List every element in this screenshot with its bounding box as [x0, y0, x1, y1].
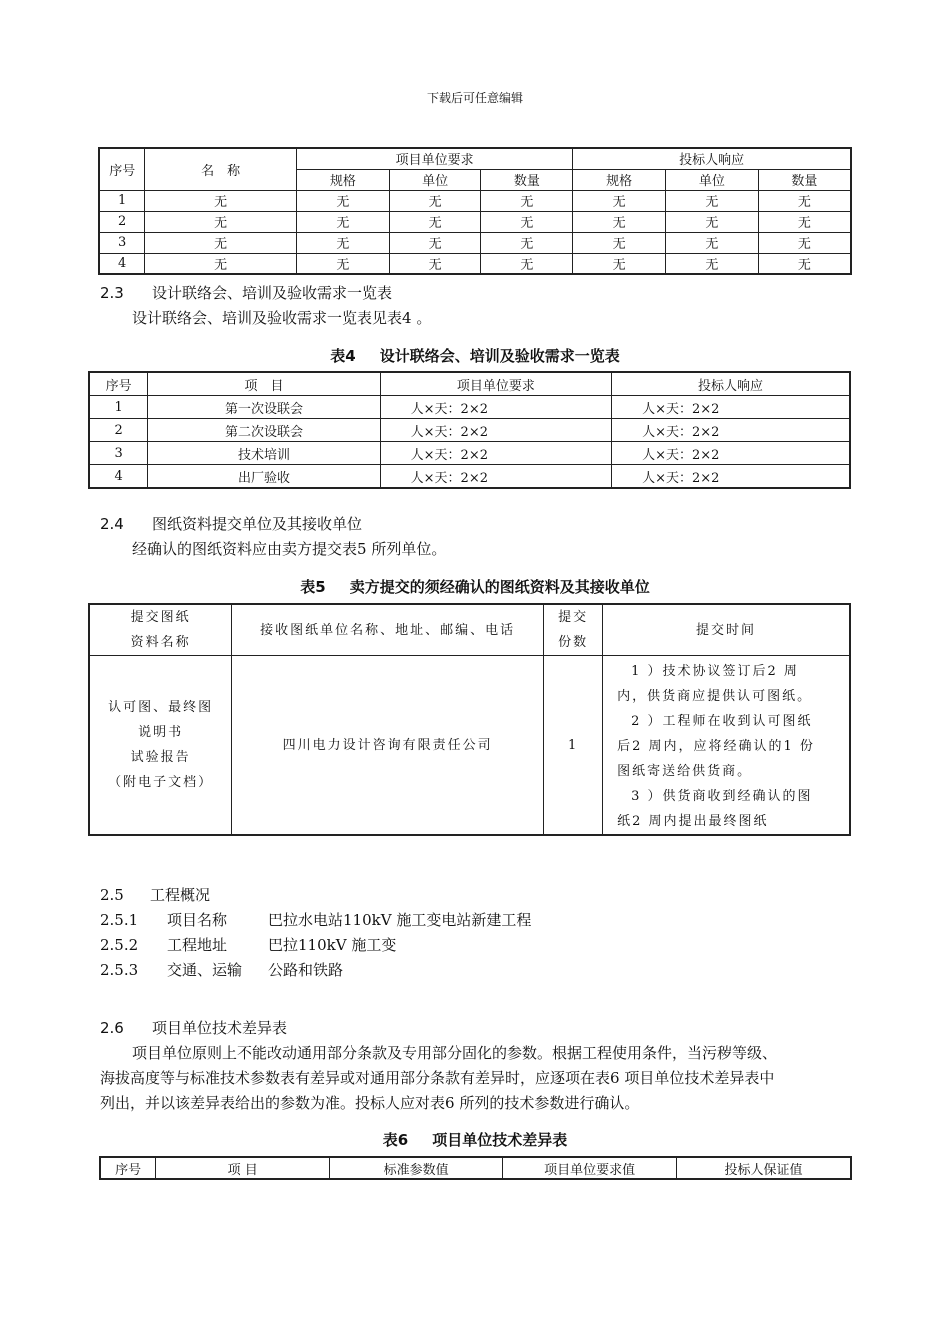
cell: 人×天：2×2 [380, 396, 611, 419]
header-sub: 规格 [573, 169, 666, 190]
cell: 无 [145, 190, 297, 211]
section-2-6-line-3: 列出，并以该差异表给出的参数为准。投标人应对表6 所列的技术参数进行确认。 [100, 1094, 640, 1112]
cell: 2 [89, 419, 148, 442]
doc-name: 试验报告 [130, 750, 191, 765]
time-line: 后2 周内，应将经确认的1 份 [617, 739, 815, 754]
section-2-4-body: 经确认的图纸资料应由卖方提交表5 所列单位。 [132, 540, 447, 558]
section-2-6-line-2: 海拔高度等与标准技术参数表有差异或对通用部分条款有差异时，应逐项在表6 项目单位技术差异表中 [100, 1069, 775, 1087]
header-cell: 标准参数值 [329, 1157, 503, 1179]
time-line: 2 ）工程师在收到认可图纸 [631, 714, 813, 729]
overview-item [100, 909, 531, 930]
table-row [89, 656, 850, 836]
header-line: 提交 [558, 610, 589, 625]
cell: 人×天：2×2 [612, 396, 850, 419]
cell: 无 [389, 253, 481, 274]
time-line: 内，供货商应提供认可图纸。 [617, 689, 813, 704]
cell: 无 [145, 211, 297, 232]
caption-number: 表4 [330, 347, 356, 365]
section-2-6-heading [100, 1017, 287, 1038]
table-4-caption [0, 345, 950, 366]
caption-number: 表5 [300, 578, 326, 596]
table-4 [88, 371, 851, 489]
cell: 无 [758, 232, 851, 253]
header-cell: 项 目 [156, 1157, 330, 1179]
table-row [89, 396, 850, 419]
cell: 人×天：2×2 [380, 465, 611, 489]
cell: 无 [573, 190, 666, 211]
cell-names [89, 656, 232, 836]
cell-times [603, 656, 850, 836]
header-cell: 提交时间 [603, 604, 850, 656]
cell: 人×天：2×2 [612, 442, 850, 465]
cell: 2 [99, 211, 145, 232]
cell: 无 [665, 211, 758, 232]
cell: 无 [758, 211, 851, 232]
table-row [99, 211, 851, 232]
section-title: 图纸资料提交单位及其接收单位 [152, 515, 363, 533]
item-value: 巴拉110kV 施工变 [268, 936, 397, 954]
item-number: 2.5.2 [100, 936, 139, 954]
overview-item [100, 934, 396, 955]
section-2-3-body: 设计联络会、培训及验收需求一览表见表4 。 [132, 309, 432, 327]
item-label: 交通、运输 [167, 961, 243, 979]
cell: 4 [89, 465, 148, 489]
table-row [99, 190, 851, 211]
cell: 人×天：2×2 [380, 442, 611, 465]
section-2-3-heading [100, 282, 392, 303]
cell-copies: 1 [544, 656, 603, 836]
cell: 无 [573, 253, 666, 274]
cell: 3 [99, 232, 145, 253]
header-cell: 项目单位要求值 [503, 1157, 677, 1179]
cell: 4 [99, 253, 145, 274]
header-sub: 单位 [389, 169, 481, 190]
doc-name: （附电子文档） [108, 775, 214, 790]
time-line: 图纸寄送给供货商。 [617, 764, 753, 779]
item-label: 项目名称 [167, 911, 228, 929]
cell-unit: 四川电力设计咨询有限责任公司 [232, 656, 544, 836]
header-cell: 项目单位要求 [380, 372, 611, 396]
header-line: 资料名称 [130, 635, 191, 650]
cell: 无 [296, 232, 389, 253]
time-line: 纸2 周内提出最终图纸 [617, 814, 769, 829]
section-title: 工程概况 [150, 886, 211, 904]
section-2-5-heading [100, 884, 210, 905]
cell: 无 [665, 190, 758, 211]
cell: 无 [665, 253, 758, 274]
header-line: 提交图纸 [130, 610, 191, 625]
caption-text: 项目单位技术差异表 [432, 1131, 568, 1149]
cell: 第二次设联会 [148, 419, 380, 442]
cell: 无 [145, 232, 297, 253]
header-cell [544, 604, 603, 656]
cell: 1 [99, 190, 145, 211]
section-number: 2.6 [100, 1019, 124, 1037]
cell: 第一次设联会 [148, 396, 380, 419]
caption-number: 表6 [382, 1131, 409, 1149]
cell: 无 [758, 190, 851, 211]
cell: 无 [481, 232, 573, 253]
table-5-caption [0, 576, 950, 597]
cell: 1 [89, 396, 148, 419]
table-row [89, 442, 850, 465]
section-title: 设计联络会、培训及验收需求一览表 [152, 284, 393, 302]
section-title: 项目单位技术差异表 [152, 1019, 288, 1037]
table-row [99, 253, 851, 274]
section-number: 2.3 [100, 284, 124, 302]
header-group-req: 项目单位要求 [296, 148, 572, 169]
table-3 [98, 147, 852, 275]
header-sub: 数量 [758, 169, 851, 190]
cell: 无 [389, 232, 481, 253]
cell: 技术培训 [148, 442, 380, 465]
cell: 无 [296, 253, 389, 274]
header-index: 序号 [99, 148, 145, 190]
item-label: 工程地址 [167, 936, 228, 954]
cell: 人×天：2×2 [612, 465, 850, 489]
overview-item [100, 959, 343, 980]
table-5 [88, 603, 851, 836]
cell: 无 [481, 253, 573, 274]
cell: 无 [481, 211, 573, 232]
cell: 无 [389, 211, 481, 232]
header-cell: 投标人保证值 [676, 1157, 851, 1179]
caption-text: 设计联络会、培训及验收需求一览表 [379, 347, 620, 365]
table-6-caption [0, 1129, 950, 1150]
table-row [99, 232, 851, 253]
item-number: 2.5.1 [100, 911, 139, 929]
cell: 无 [481, 190, 573, 211]
header-cell: 序号 [100, 1157, 156, 1179]
cell: 人×天：2×2 [612, 419, 850, 442]
header-cell: 项 目 [148, 372, 380, 396]
cell: 出厂验收 [148, 465, 380, 489]
section-number: 2.5 [100, 886, 124, 904]
header-cell: 接收图纸单位名称、地址、邮编、电话 [232, 604, 544, 656]
header-cell [89, 604, 232, 656]
header-cell: 序号 [89, 372, 148, 396]
time-line: 3 ）供货商收到经确认的图 [631, 789, 813, 804]
item-value: 巴拉水电站110kV 施工变电站新建工程 [268, 911, 532, 929]
cell: 无 [145, 253, 297, 274]
doc-name: 说明书 [138, 725, 184, 740]
table-6 [99, 1156, 852, 1180]
cell: 无 [665, 232, 758, 253]
doc-name: 认可图、最终图 [108, 700, 214, 715]
table-row [89, 465, 850, 489]
header-sub: 单位 [665, 169, 758, 190]
section-2-6-line-1: 项目单位原则上不能改动通用部分条款及专用部分固化的参数。根据工程使用条件，当污秽等级、 [132, 1044, 778, 1062]
cell: 无 [573, 232, 666, 253]
cell: 无 [758, 253, 851, 274]
table-row [89, 419, 850, 442]
section-number: 2.4 [100, 515, 124, 533]
cell: 无 [389, 190, 481, 211]
header-cell: 投标人响应 [612, 372, 850, 396]
cell: 无 [296, 190, 389, 211]
header-sub: 规格 [296, 169, 389, 190]
cell: 3 [89, 442, 148, 465]
page-header: 下载后可任意编辑 [426, 91, 523, 105]
cell: 人×天：2×2 [380, 419, 611, 442]
item-value: 公路和铁路 [268, 961, 344, 979]
item-number: 2.5.3 [100, 961, 139, 979]
cell: 无 [296, 211, 389, 232]
header-group-resp: 投标人响应 [573, 148, 851, 169]
caption-text: 卖方提交的须经确认的图纸资料及其接收单位 [349, 578, 650, 596]
header-name: 名 称 [145, 148, 297, 190]
cell: 无 [573, 211, 666, 232]
time-line: 1 ）技术协议签订后2 周 [631, 664, 799, 679]
header-sub: 数量 [481, 169, 573, 190]
header-line: 份数 [558, 635, 589, 650]
section-2-4-heading [100, 513, 362, 534]
